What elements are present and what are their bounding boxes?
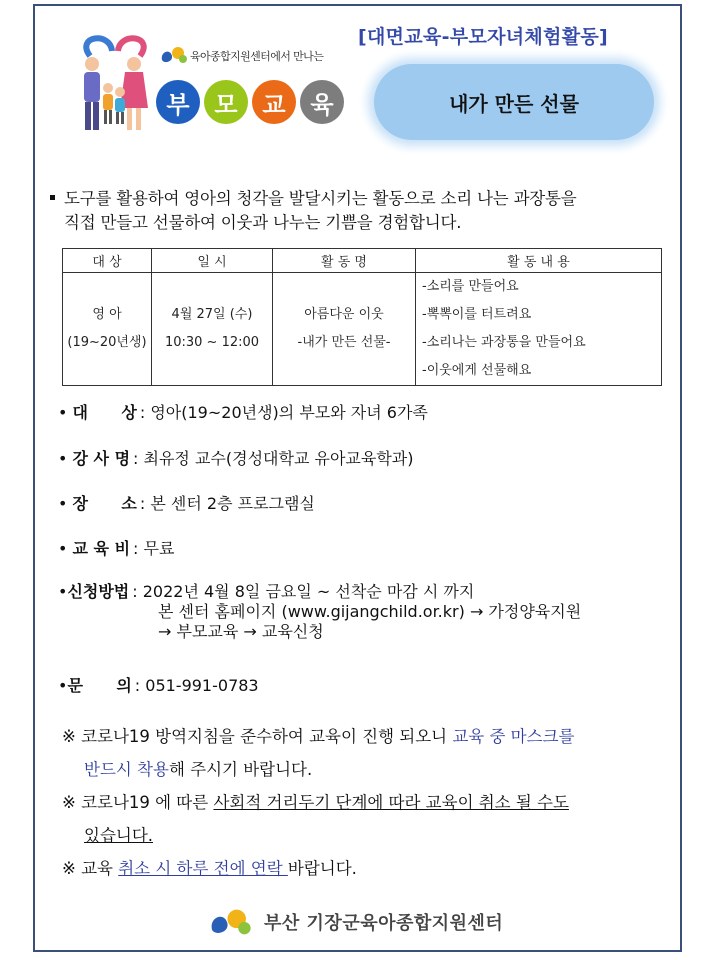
- center-logo-icon: [200, 905, 258, 939]
- info-place-value: : 본 센터 2층 프로그램실: [139, 494, 315, 513]
- intro-paragraph: [50, 187, 690, 235]
- notice-1-b: 교육 중 마스크를: [452, 727, 575, 746]
- info-place: [58, 491, 315, 514]
- info-place-key: 장 소: [72, 494, 137, 513]
- notice-3-b: 취소 시 하루 전에 연락: [118, 859, 288, 878]
- footer-org-name: 부산 기장군육아종합지원센터: [264, 913, 504, 934]
- info-apply-line-3: → 부모교육 → 교육신청: [158, 622, 324, 641]
- table-row: [63, 273, 662, 386]
- header-activity: 활 동 명: [273, 249, 416, 273]
- logo-subtitle: 육아종합지원센터에서 만나는: [190, 50, 324, 63]
- notice-3-c: 바랍니다.: [287, 859, 357, 878]
- logo-circles: [156, 80, 344, 124]
- datetime-line-1: 4월 27일 (수): [171, 307, 253, 322]
- notice-2-c: 있습니다.: [84, 826, 154, 845]
- notices: [62, 720, 682, 885]
- info-fee-value: : 무료: [133, 539, 175, 558]
- info-fee: [58, 536, 174, 559]
- info-target-key: 대 상: [72, 403, 137, 422]
- cell-contents: [416, 273, 662, 386]
- schedule-table: [62, 248, 662, 386]
- cell-datetime: [152, 273, 273, 386]
- logo-char-3: 교: [252, 80, 296, 124]
- bullet-icon: •: [58, 676, 68, 695]
- info-apply-key: 신청방법: [67, 582, 130, 601]
- bullet-icon: •: [58, 582, 68, 601]
- category-tag: [대면교육-부모자녀체험활동]: [358, 26, 609, 48]
- target-line-1: 영 아: [92, 307, 122, 322]
- notice-1-d: 해 주시기 바랍니다.: [168, 760, 313, 779]
- cell-target: [63, 273, 152, 386]
- info-target-value: : 영아(19~20년생)의 부모와 자녀 6가족: [139, 403, 428, 422]
- bullet-icon: •: [58, 539, 73, 558]
- content-line-3: -소리나는 과장통을 만들어요: [422, 335, 586, 350]
- bullet-icon: •: [58, 494, 73, 513]
- notice-1-a: ※ 코로나19 방역지침을 준수하여 교육이 진행 되오니: [62, 727, 453, 746]
- activity-line-1: 아름다운 이웃: [304, 307, 384, 322]
- info-apply: [58, 582, 581, 642]
- table-header-row: [63, 249, 662, 273]
- footer: [200, 905, 503, 939]
- content-line-4: -이웃에게 선물해요: [422, 363, 532, 378]
- bullet-icon: [50, 195, 55, 200]
- logo-char-4: 육: [300, 80, 344, 124]
- content-line-2: -뽁뽁이를 터트려요: [422, 307, 532, 322]
- program-logo: [70, 26, 360, 138]
- info-contact: [58, 673, 259, 696]
- notice-1: [62, 720, 682, 753]
- notice-2-cont: [62, 819, 682, 852]
- program-title: 내가 만든 선물: [374, 64, 654, 140]
- header-datetime: 일 시: [152, 249, 273, 273]
- info-contact-key: 문 의: [67, 676, 132, 695]
- datetime-line-2: 10:30 ~ 12:00: [164, 335, 260, 350]
- notice-2: [62, 786, 682, 819]
- notice-2-b: 사회적 거리두기 단계에 따라 교육이 취소 될 수도: [213, 793, 569, 812]
- header-contents: 활 동 내 용: [416, 249, 662, 273]
- content-line-1: -소리를 만들어요: [422, 279, 519, 294]
- bullet-icon: •: [58, 449, 73, 468]
- info-target: [58, 400, 428, 423]
- header-target: 대 상: [63, 249, 152, 273]
- notice-3-a: ※ 교육: [62, 859, 119, 878]
- notice-2-a: ※ 코로나19 에 따른: [62, 793, 214, 812]
- intro-line-2: 직접 만들고 선물하여 이웃과 나누는 기쁨을 경험합니다.: [64, 213, 462, 232]
- info-contact-value: : 051-991-0783: [134, 676, 259, 695]
- logo-char-2: 모: [204, 80, 248, 124]
- info-lecturer-value: : 최유정 교수(경성대학교 유아교육학과): [133, 449, 414, 468]
- bullet-icon: •: [58, 403, 73, 422]
- info-apply-line-2: 본 센터 홈페이지 (www.gijangchild.or.kr) → 가정양육지원: [158, 602, 582, 621]
- info-lecturer: [58, 446, 413, 469]
- target-line-2: (19~20년생): [67, 335, 147, 350]
- logo-char-1: 부: [156, 80, 200, 124]
- intro-line-1: 도구를 활용하여 영아의 청각을 발달시키는 활동으로 소리 나는 과장통을: [64, 189, 577, 208]
- center-logo-icon: [158, 44, 188, 66]
- info-fee-key: 교 육 비: [72, 539, 131, 558]
- info-lecturer-key: 강 사 명: [72, 449, 131, 468]
- info-apply-line-1: : 2022년 4월 8일 금요일 ~ 선착순 마감 시 까지: [132, 582, 475, 601]
- cell-activity: [273, 273, 416, 386]
- notice-1-cont: [62, 753, 682, 786]
- family-illustration: [70, 26, 160, 136]
- notice-3: [62, 852, 682, 885]
- notice-1-c: 반드시 착용: [84, 760, 169, 779]
- activity-line-2: -내가 만든 선물-: [297, 335, 391, 350]
